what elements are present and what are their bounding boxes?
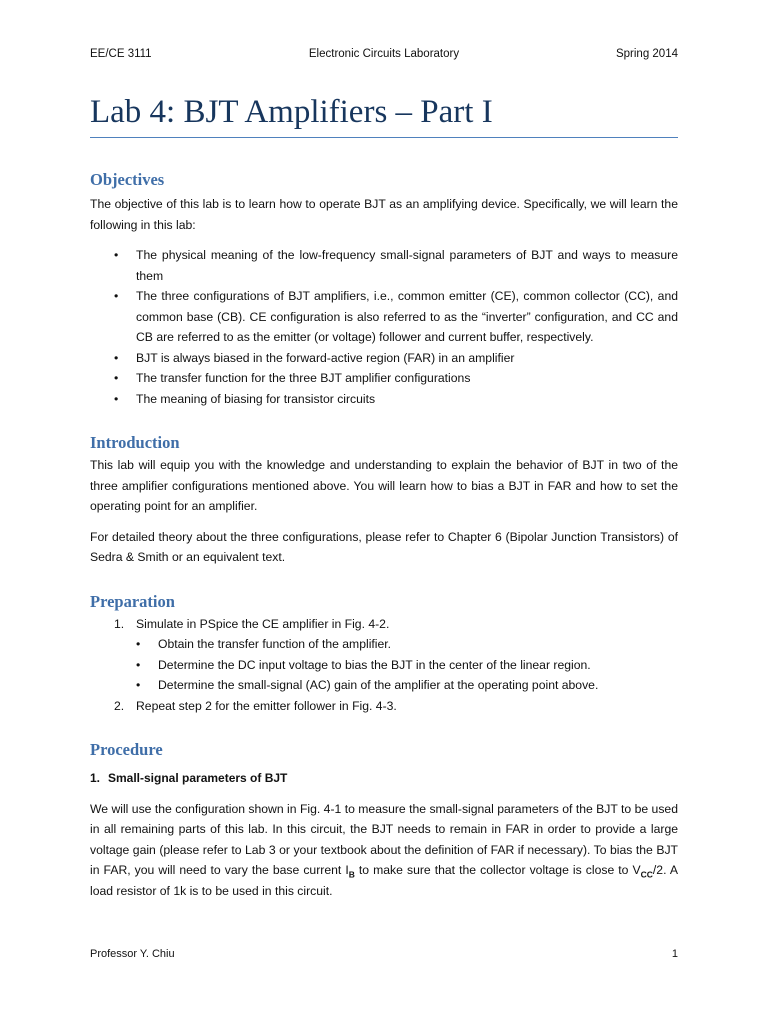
step-number: 2.	[114, 698, 125, 713]
objectives-heading: Objectives	[90, 170, 165, 189]
objectives-section	[90, 168, 678, 409]
introduction-paragraph: This lab will equip you with the knowledge and understanding to explain the behavior of BJT in two of the three amplifier configurations mentioned above. You will learn how to bias a BJT in FAR and how to set the operating point for an amplifier.	[90, 458, 678, 513]
preparation-section	[90, 590, 678, 717]
bullet-icon: •	[114, 289, 119, 303]
procedure-text-end: /2. A load resistor of 1k is to be used in this circuit.	[90, 863, 678, 898]
introduction-section	[90, 431, 678, 568]
preparation-substep	[136, 655, 678, 676]
bullet-icon: •	[114, 248, 119, 262]
objectives-item-text: BJT is always biased in the forward-active region (FAR) in an amplifier	[136, 350, 515, 365]
header-term: Spring 2014	[615, 48, 678, 60]
substep-text: Determine the DC input voltage to bias the BJT in the center of the linear region.	[158, 657, 591, 672]
preparation-substeps	[136, 634, 678, 696]
procedure-subheading	[90, 768, 678, 789]
header-course-title: Electronic Circuits Laboratory	[308, 48, 460, 60]
subheading-text: Small-signal parameters of BJT	[108, 771, 288, 785]
procedure-text-main: We will use the configuration shown in Fig. 4-1 to measure the small-signal parameters of the BJT to be used in all remaining parts of this lab. In this circuit, the BJT needs to remain in FAR in order to provide a large voltage gain (please refer to Lab 3 or your textbook about the definition of FAR if necessary). To bias the BJT in FAR, you will need to vary the base current I	[90, 801, 678, 877]
bullet-icon: •	[114, 371, 119, 385]
preparation-step	[90, 696, 678, 717]
step-text: Repeat step 2 for the emitter follower in Fig. 4-3.	[136, 698, 397, 713]
objectives-list	[90, 245, 678, 409]
procedure-text-mid: to make sure that the collector voltage is close to V	[354, 863, 641, 877]
page-footer	[90, 946, 678, 962]
objectives-list-item	[90, 286, 678, 348]
header-course: EE/CE 3111	[90, 48, 152, 60]
preparation-substep	[136, 675, 678, 696]
title-underline	[90, 137, 678, 138]
objectives-list-item	[90, 245, 678, 286]
subheading-number: 1.	[90, 771, 101, 785]
document-body	[90, 168, 678, 901]
bullet-icon: •	[114, 391, 119, 406]
procedure-section	[90, 738, 678, 901]
ib-subscript: B	[348, 869, 355, 880]
preparation-step	[90, 614, 678, 696]
objectives-list-item	[90, 348, 678, 369]
footer-author: Professor Y. Chiu	[90, 948, 175, 960]
bullet-icon: •	[136, 657, 141, 672]
objectives-intro: The objective of this lab is to learn how to operate BJT as an amplifying device. Specifically, we will learn the following in this lab:	[90, 197, 678, 232]
preparation-substep	[136, 634, 678, 655]
bullet-icon: •	[136, 678, 141, 692]
page-number: 1	[671, 948, 678, 960]
bullet-icon: •	[136, 637, 141, 651]
objectives-list-item	[90, 368, 678, 389]
introduction-paragraph: For detailed theory about the three configurations, please refer to Chapter 6 (Bipolar Junction Transistors) of Sedra & Smith or an equivalent text.	[90, 529, 678, 564]
step-number: 1.	[114, 616, 125, 631]
document-title: Lab 4: BJT Amplifiers – Part I	[90, 94, 493, 130]
procedure-paragraph	[90, 799, 678, 902]
step-text: Simulate in PSpice the CE amplifier in Fig. 4-2.	[136, 616, 390, 631]
procedure-heading: Procedure	[90, 740, 163, 759]
preparation-heading: Preparation	[90, 591, 175, 611]
introduction-heading: Introduction	[90, 433, 180, 452]
substep-text: Obtain the transfer function of the amplifier.	[158, 637, 392, 651]
objectives-list-item	[90, 389, 678, 410]
preparation-steps	[90, 614, 678, 717]
page-header	[90, 46, 678, 62]
objectives-item-text: The physical meaning of the low-frequency small-signal parameters of BJT and ways to measure them	[136, 248, 678, 283]
objectives-item-text: The meaning of biasing for transistor circuits	[136, 391, 376, 406]
substep-text: Determine the small-signal (AC) gain of the amplifier at the operating point above.	[158, 678, 599, 692]
bullet-icon: •	[114, 350, 119, 365]
vcc-subscript: CC	[640, 869, 653, 880]
objectives-item-text: The three configurations of BJT amplifiers, i.e., common emitter (CE), common collector (CC), and common base (CB). CE configuration is also referred to as the “inverter” configuration, and CC and CB are referred to as the emitter (or voltage) follower and current buffer, respectively.	[136, 289, 678, 344]
objectives-item-text: The transfer function for the three BJT amplifier configurations	[136, 371, 471, 385]
